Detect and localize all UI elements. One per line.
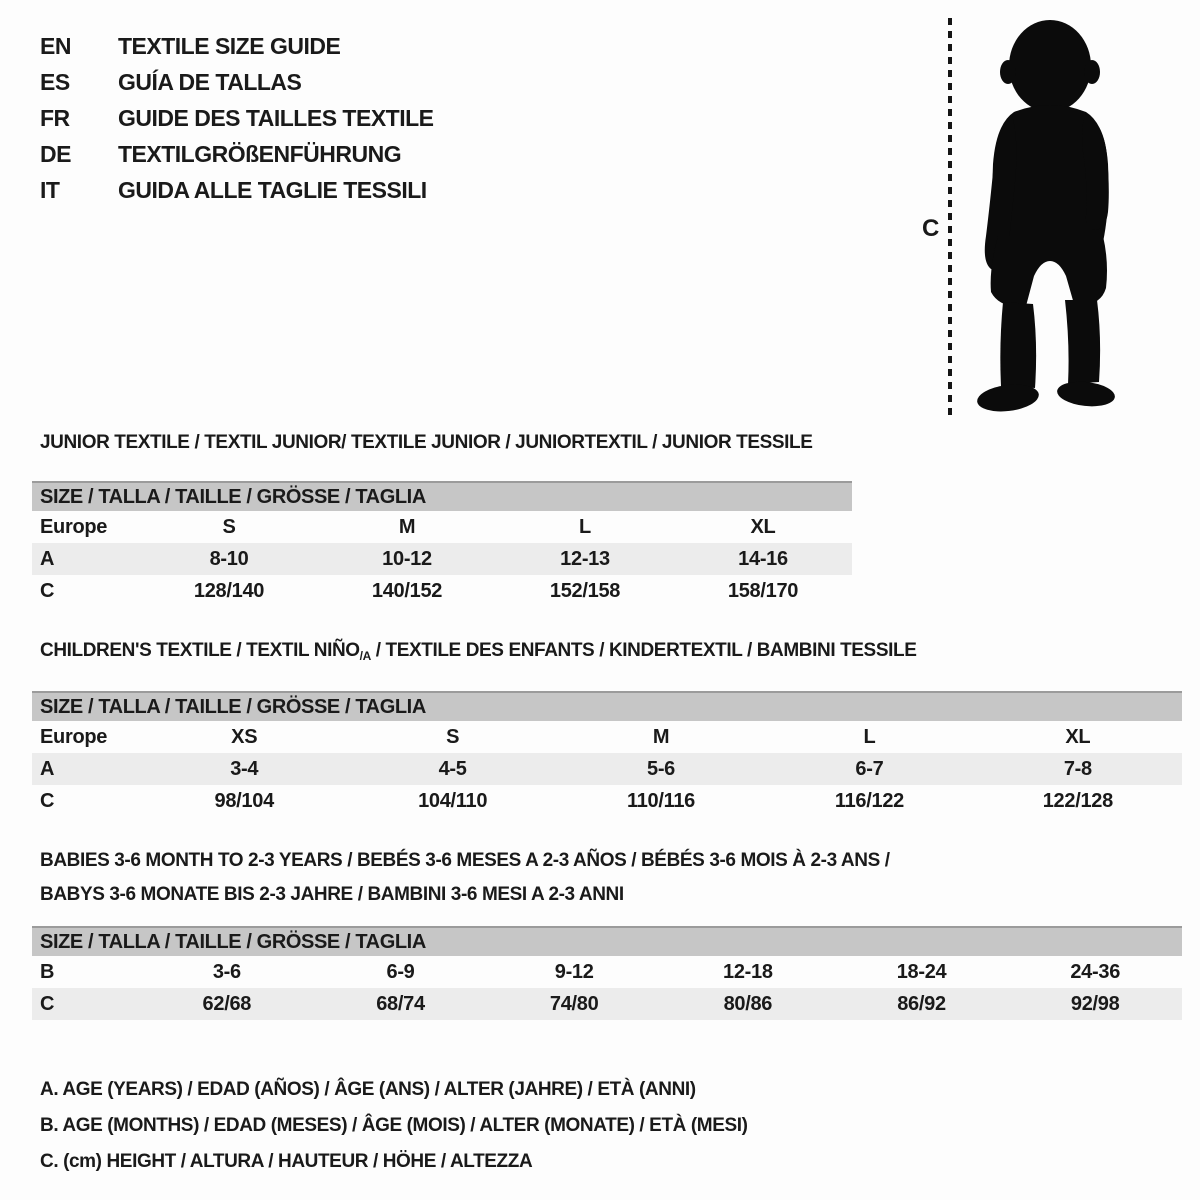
junior-section-title: JUNIOR TEXTILE / TEXTIL JUNIOR/ TEXTILE JUNIOR / JUNIORTEXTIL / JUNIOR TESSILE — [40, 432, 813, 453]
babies-size-header: SIZE / TALLA / TAILLE / GRÖSSE / TAGLIA — [32, 926, 1182, 956]
table-cell: 12-13 — [560, 547, 610, 570]
table-cell: 24-36 — [1070, 960, 1121, 983]
table-cell: XL — [1065, 725, 1091, 748]
table-cell: 5-6 — [647, 757, 676, 780]
table-cell: 7-8 — [1063, 757, 1092, 780]
height-measure-dashed-line — [948, 18, 952, 418]
legend-line-age-months: B. AGE (MONTHS) / EDAD (MESES) / ÂGE (MOIS) / ALTER (MONATE) / ETÀ (MESI) — [40, 1115, 748, 1136]
children-row-age — [32, 753, 1182, 785]
table-cell: 4-5 — [438, 757, 467, 780]
babies-row-height — [32, 988, 1182, 1020]
children-title-main: CHILDREN'S TEXTILE / TEXTIL NIÑO — [40, 640, 360, 661]
language-row-de — [40, 136, 434, 172]
table-cell: S — [446, 725, 460, 748]
legend-line-height: C. (cm) HEIGHT / ALTURA / HAUTEUR / HÖHE / ALTEZZA — [40, 1151, 533, 1172]
language-title: GUIDE DES TAILLES TEXTILE — [118, 104, 434, 131]
junior-row-age — [32, 543, 852, 575]
table-cell: 68/74 — [376, 992, 425, 1015]
babies-section-title-line1: BABIES 3-6 MONTH TO 2-3 YEARS / BEBÉS 3-6 MESES A 2-3 AÑOS / BÉBÉS 3-6 MOIS À 2-3 ANS / — [40, 850, 890, 871]
children-columns-row — [32, 721, 1182, 753]
babies-row-months — [32, 956, 1182, 988]
table-cell: A — [40, 757, 55, 780]
language-row-fr — [40, 100, 434, 136]
table-cell: C — [40, 579, 55, 602]
table-cell: C — [40, 992, 55, 1015]
children-section-title — [40, 640, 916, 663]
table-cell: 122/128 — [1042, 789, 1113, 812]
table-cell: 10-12 — [382, 547, 432, 570]
table-cell: 128/140 — [193, 579, 265, 602]
table-cell: L — [863, 725, 876, 748]
junior-size-header: SIZE / TALLA / TAILLE / GRÖSSE / TAGLIA — [32, 481, 852, 511]
table-cell: 8-10 — [209, 547, 249, 570]
language-code: DE — [40, 140, 71, 167]
language-row-it — [40, 172, 434, 208]
language-code: IT — [40, 176, 60, 203]
table-cell: 12-18 — [723, 960, 773, 983]
table-cell: A — [40, 547, 55, 570]
junior-columns-row — [32, 511, 852, 543]
table-cell: 158/170 — [727, 579, 799, 602]
language-title: GUÍA DE TALLAS — [118, 68, 302, 95]
language-title: TEXTILGRÖßENFÜHRUNG — [118, 140, 402, 167]
children-title-subscript: /A — [359, 649, 371, 663]
table-cell: 104/110 — [418, 789, 488, 812]
children-title-rest: / TEXTILE DES ENFANTS / KINDERTEXTIL / BAMBINI TESSILE — [370, 640, 917, 661]
language-title: GUIDA ALLE TAGLIE TESSILI — [118, 176, 427, 203]
height-measure-label: C — [922, 215, 940, 242]
children-row-height — [32, 785, 1182, 817]
table-cell: XS — [231, 725, 258, 748]
height-measure-figure — [900, 10, 1160, 430]
language-row-en — [40, 28, 434, 64]
junior-size-table — [32, 481, 852, 607]
table-cell: 98/104 — [214, 789, 274, 812]
table-cell: B — [40, 960, 55, 983]
table-cell: Europe — [40, 515, 108, 538]
toddler-silhouette-icon — [958, 14, 1138, 420]
table-cell: XL — [750, 515, 776, 538]
legend-line-age-years: A. AGE (YEARS) / EDAD (AÑOS) / ÂGE (ANS) / ALTER (JAHRE) / ETÀ (ANNI) — [40, 1079, 696, 1100]
table-cell: M — [398, 515, 416, 538]
table-cell: 18-24 — [896, 960, 947, 983]
table-cell: M — [652, 725, 670, 748]
children-size-header: SIZE / TALLA / TAILLE / GRÖSSE / TAGLIA — [32, 691, 1182, 721]
language-row-es — [40, 64, 434, 100]
table-cell: Europe — [40, 725, 108, 748]
table-cell: 74/80 — [549, 992, 599, 1015]
babies-size-table — [32, 926, 1182, 1020]
table-cell: 3-4 — [230, 757, 259, 780]
table-cell: 6-9 — [386, 960, 415, 983]
junior-row-height — [32, 575, 852, 607]
table-cell: 14-16 — [738, 547, 788, 570]
table-cell: 80/86 — [723, 992, 773, 1015]
table-cell: 9-12 — [554, 960, 594, 983]
table-cell: 3-6 — [212, 960, 241, 983]
legend — [40, 1072, 748, 1180]
language-list — [40, 28, 434, 208]
babies-section-title-line2: BABYS 3-6 MONATE BIS 2-3 JAHRE / BAMBINI 3-6 MESI A 2-3 ANNI — [40, 884, 624, 905]
table-cell: 86/92 — [897, 992, 946, 1015]
language-code: EN — [40, 32, 71, 59]
table-cell: 152/158 — [549, 579, 621, 602]
language-code: FR — [40, 104, 70, 131]
table-cell: 62/68 — [202, 992, 252, 1015]
language-title: TEXTILE SIZE GUIDE — [118, 32, 341, 59]
table-cell: 6-7 — [855, 757, 884, 780]
table-cell: 110/116 — [627, 789, 696, 812]
table-cell: C — [40, 789, 55, 812]
table-cell: 116/122 — [834, 789, 904, 812]
table-cell: S — [222, 515, 236, 538]
children-size-table — [32, 691, 1182, 817]
table-cell: 140/152 — [371, 579, 443, 602]
table-cell: L — [579, 515, 591, 538]
language-code: ES — [40, 68, 70, 95]
table-cell: 92/98 — [1070, 992, 1120, 1015]
